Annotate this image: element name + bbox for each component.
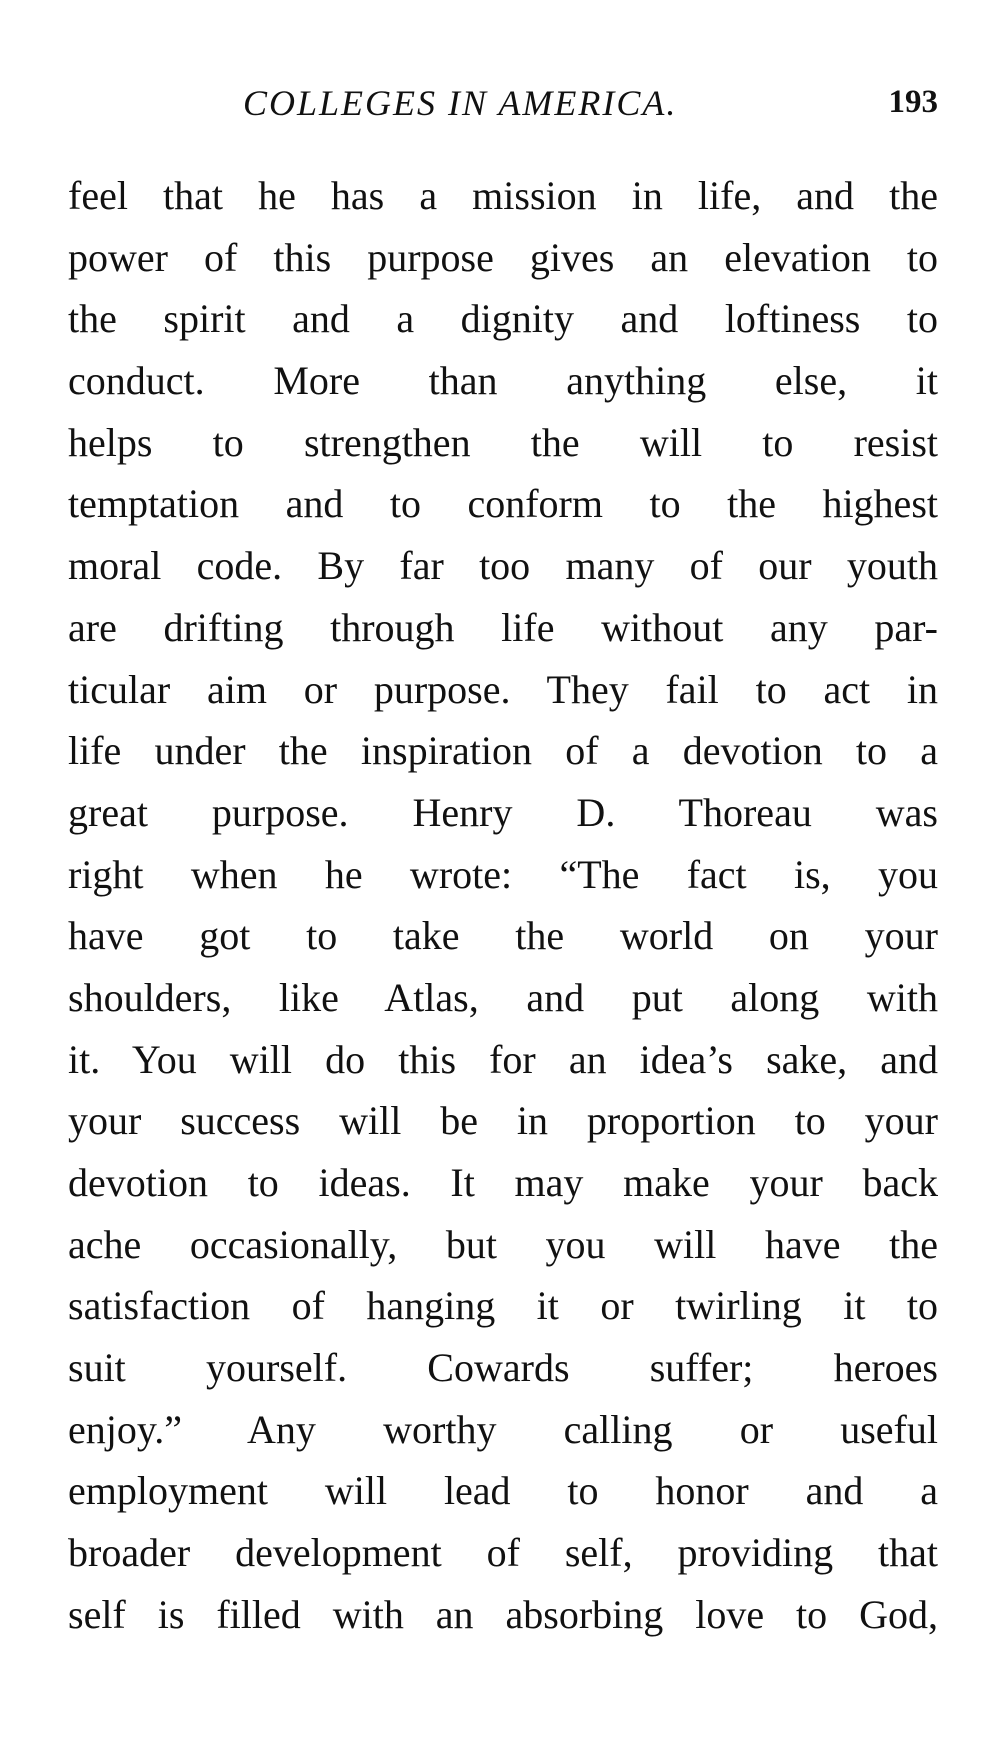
text-line: have got to take the world on your — [68, 913, 938, 959]
text-line: self is filled with an absorbing love to God, — [68, 1591, 938, 1637]
text-line: ticular aim or purpose. They fail to act in — [68, 666, 938, 712]
text-line: devotion to ideas. It may make your back — [68, 1160, 938, 1205]
text-line: temptation and to conform to the highest — [68, 481, 938, 527]
text-line: the spirit and a dignity and loftiness to — [68, 296, 938, 342]
page-number: 193 — [888, 84, 938, 120]
text-line: great purpose. Henry D. Thoreau was — [68, 789, 938, 835]
text-line: life under the inspiration of a devotion to a — [68, 728, 938, 774]
body-paragraph — [68, 165, 938, 1646]
text-line: ache occasionally, but you will have the — [68, 1221, 938, 1267]
text-line: feel that he has a mission in life, and the — [68, 173, 938, 218]
text-line: helps to strengthen the will to resist — [68, 419, 938, 465]
text-line: employment will lead to honor and a — [68, 1468, 938, 1514]
text-line: enjoy.” Any worthy calling or useful — [68, 1406, 938, 1452]
text-line: are drifting through life without any par- — [68, 604, 938, 650]
running-title: COLLEGES IN AMERICA. — [243, 83, 678, 123]
text-line: right when he wrote: “The fact is, you — [68, 851, 938, 897]
text-line: conduct. More than anything else, it — [68, 358, 938, 404]
running-head — [68, 82, 938, 132]
text-line: it. You will do this for an idea’s sake, and — [68, 1036, 938, 1082]
text-line: your success will be in proportion to your — [68, 1098, 938, 1144]
text-line: satisfaction of hanging it or twirling it to — [68, 1283, 938, 1329]
text-line: power of this purpose gives an elevation to — [68, 234, 938, 280]
text-line: shoulders, like Atlas, and put along with — [68, 974, 938, 1020]
text-line: broader development of self, providing that — [68, 1530, 938, 1576]
text-line: suit yourself. Cowards suffer; heroes — [68, 1345, 938, 1391]
text-line: moral code. By far too many of our youth — [68, 543, 938, 589]
